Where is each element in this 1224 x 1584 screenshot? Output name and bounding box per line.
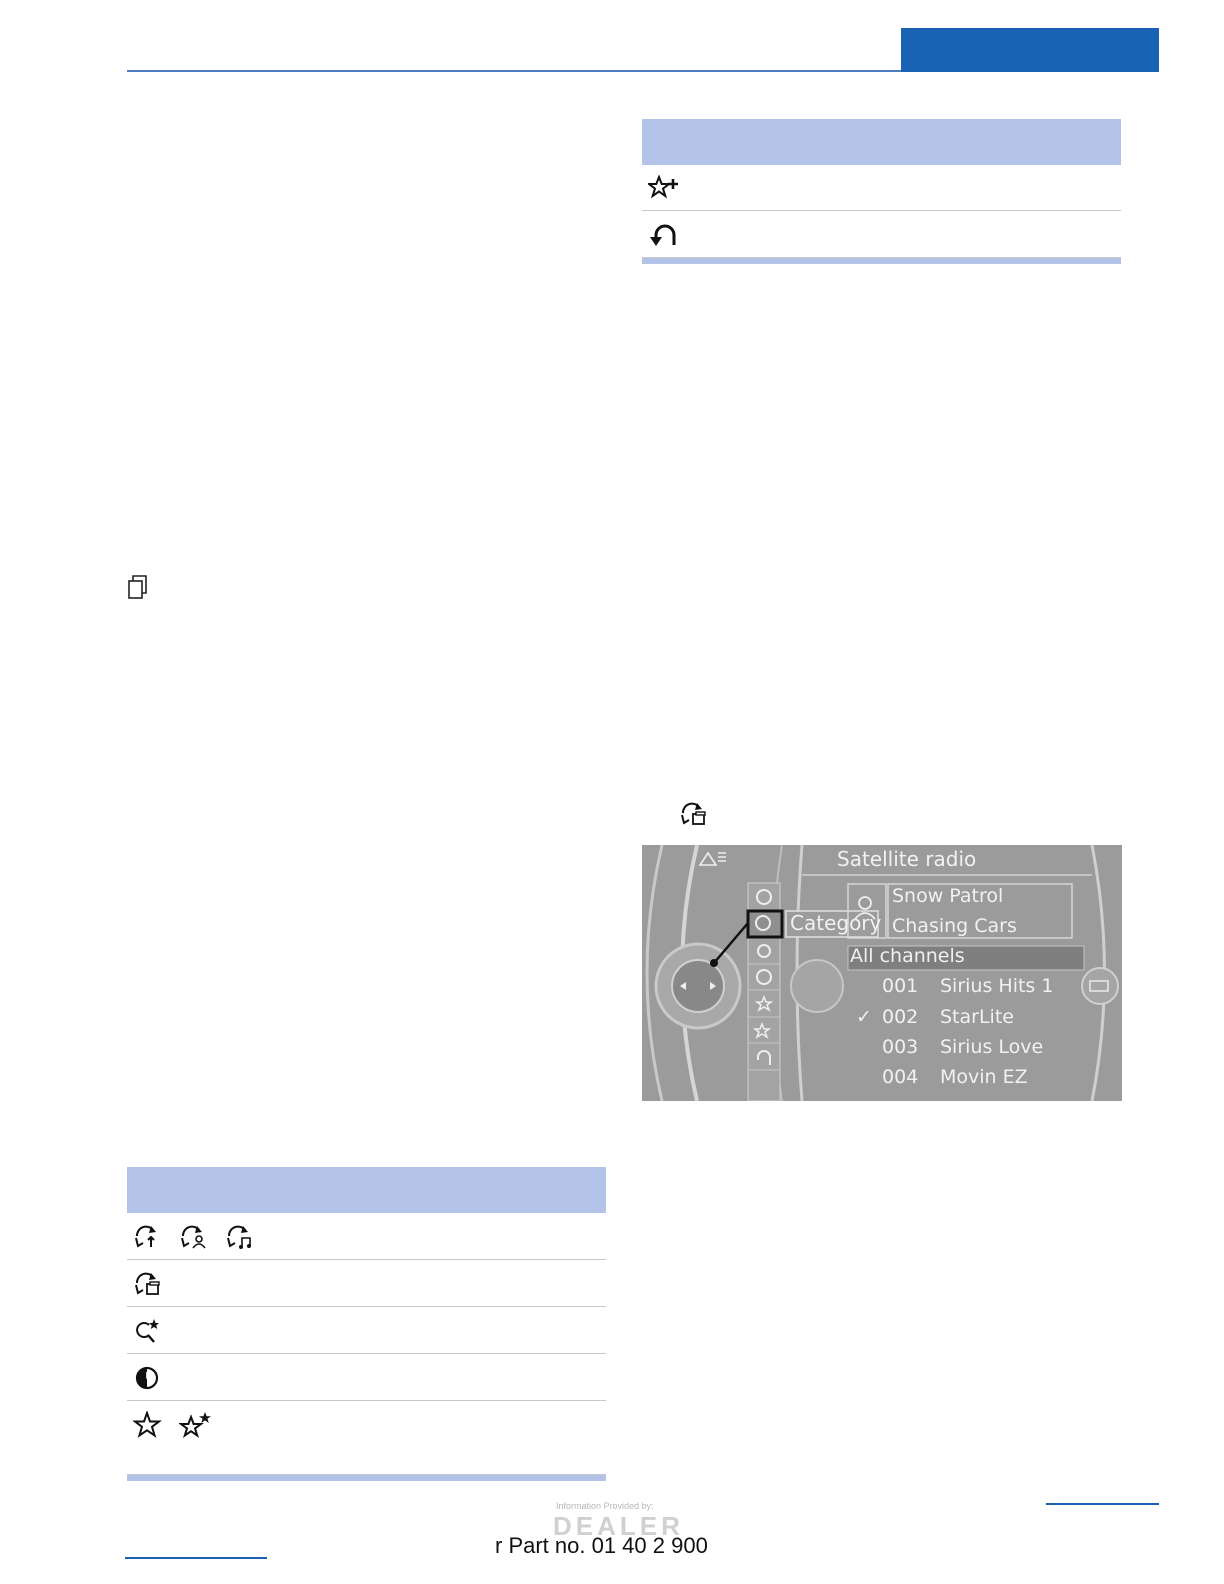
table-footer-rule (642, 258, 1121, 264)
channel-name[interactable]: Sirius Love (940, 1036, 1044, 1058)
star-plus-icon (648, 175, 680, 201)
star-filled-icon (179, 1411, 213, 1439)
table-footer-rule (127, 1475, 606, 1481)
screen-title: Satellite radio (837, 847, 977, 871)
table-row (127, 1260, 606, 1307)
table-row (127, 1354, 606, 1401)
table-header (127, 1167, 606, 1213)
cycle-artist-icon (179, 1223, 209, 1251)
cycle-channel-icon (133, 1223, 163, 1251)
channel-number[interactable]: 003 (882, 1036, 919, 1058)
channel-name[interactable]: StarLite (940, 1006, 1014, 1028)
watermark-caption: Information Provided by: (556, 1501, 654, 1511)
table-row (127, 1307, 606, 1354)
top-icon-table (642, 119, 1121, 264)
watermark-logo: DEALER (553, 1511, 684, 1541)
time-shift-icon (133, 1364, 163, 1392)
back-arrow-icon (648, 221, 680, 249)
idrive-screenshot (642, 845, 1122, 1101)
now-playing-artist: Snow Patrol (892, 885, 1004, 907)
search-star-icon (133, 1317, 163, 1345)
note-icon (127, 574, 149, 605)
channel-number[interactable]: 002 (882, 1006, 919, 1028)
part-number: r Part no. 01 40 2 900 (495, 1533, 708, 1558)
category-label: All channels (850, 945, 965, 967)
channel-number[interactable]: 001 (882, 975, 919, 997)
table-header (642, 119, 1121, 165)
star-outline-icon (133, 1411, 163, 1439)
cycle-music-icon (225, 1223, 255, 1251)
category-icon (679, 801, 709, 832)
now-playing-song: Chasing Cars (892, 915, 1017, 937)
channel-name[interactable]: Movin EZ (940, 1066, 1028, 1088)
category-tooltip: Category (790, 911, 882, 935)
footer-link-underline[interactable] (1046, 1503, 1159, 1505)
channel-name[interactable]: Sirius Hits 1 (940, 975, 1054, 997)
footer-link-underline[interactable] (125, 1557, 267, 1559)
table-row (127, 1213, 606, 1260)
table-row (642, 165, 1121, 211)
table-row (642, 211, 1121, 258)
table-row (127, 1401, 606, 1475)
channel-number[interactable]: 004 (882, 1066, 919, 1088)
category-icon (133, 1270, 163, 1298)
bottom-icon-table (127, 1167, 606, 1481)
selected-check-icon: ✓ (856, 1006, 872, 1028)
chapter-tab (901, 28, 1159, 72)
